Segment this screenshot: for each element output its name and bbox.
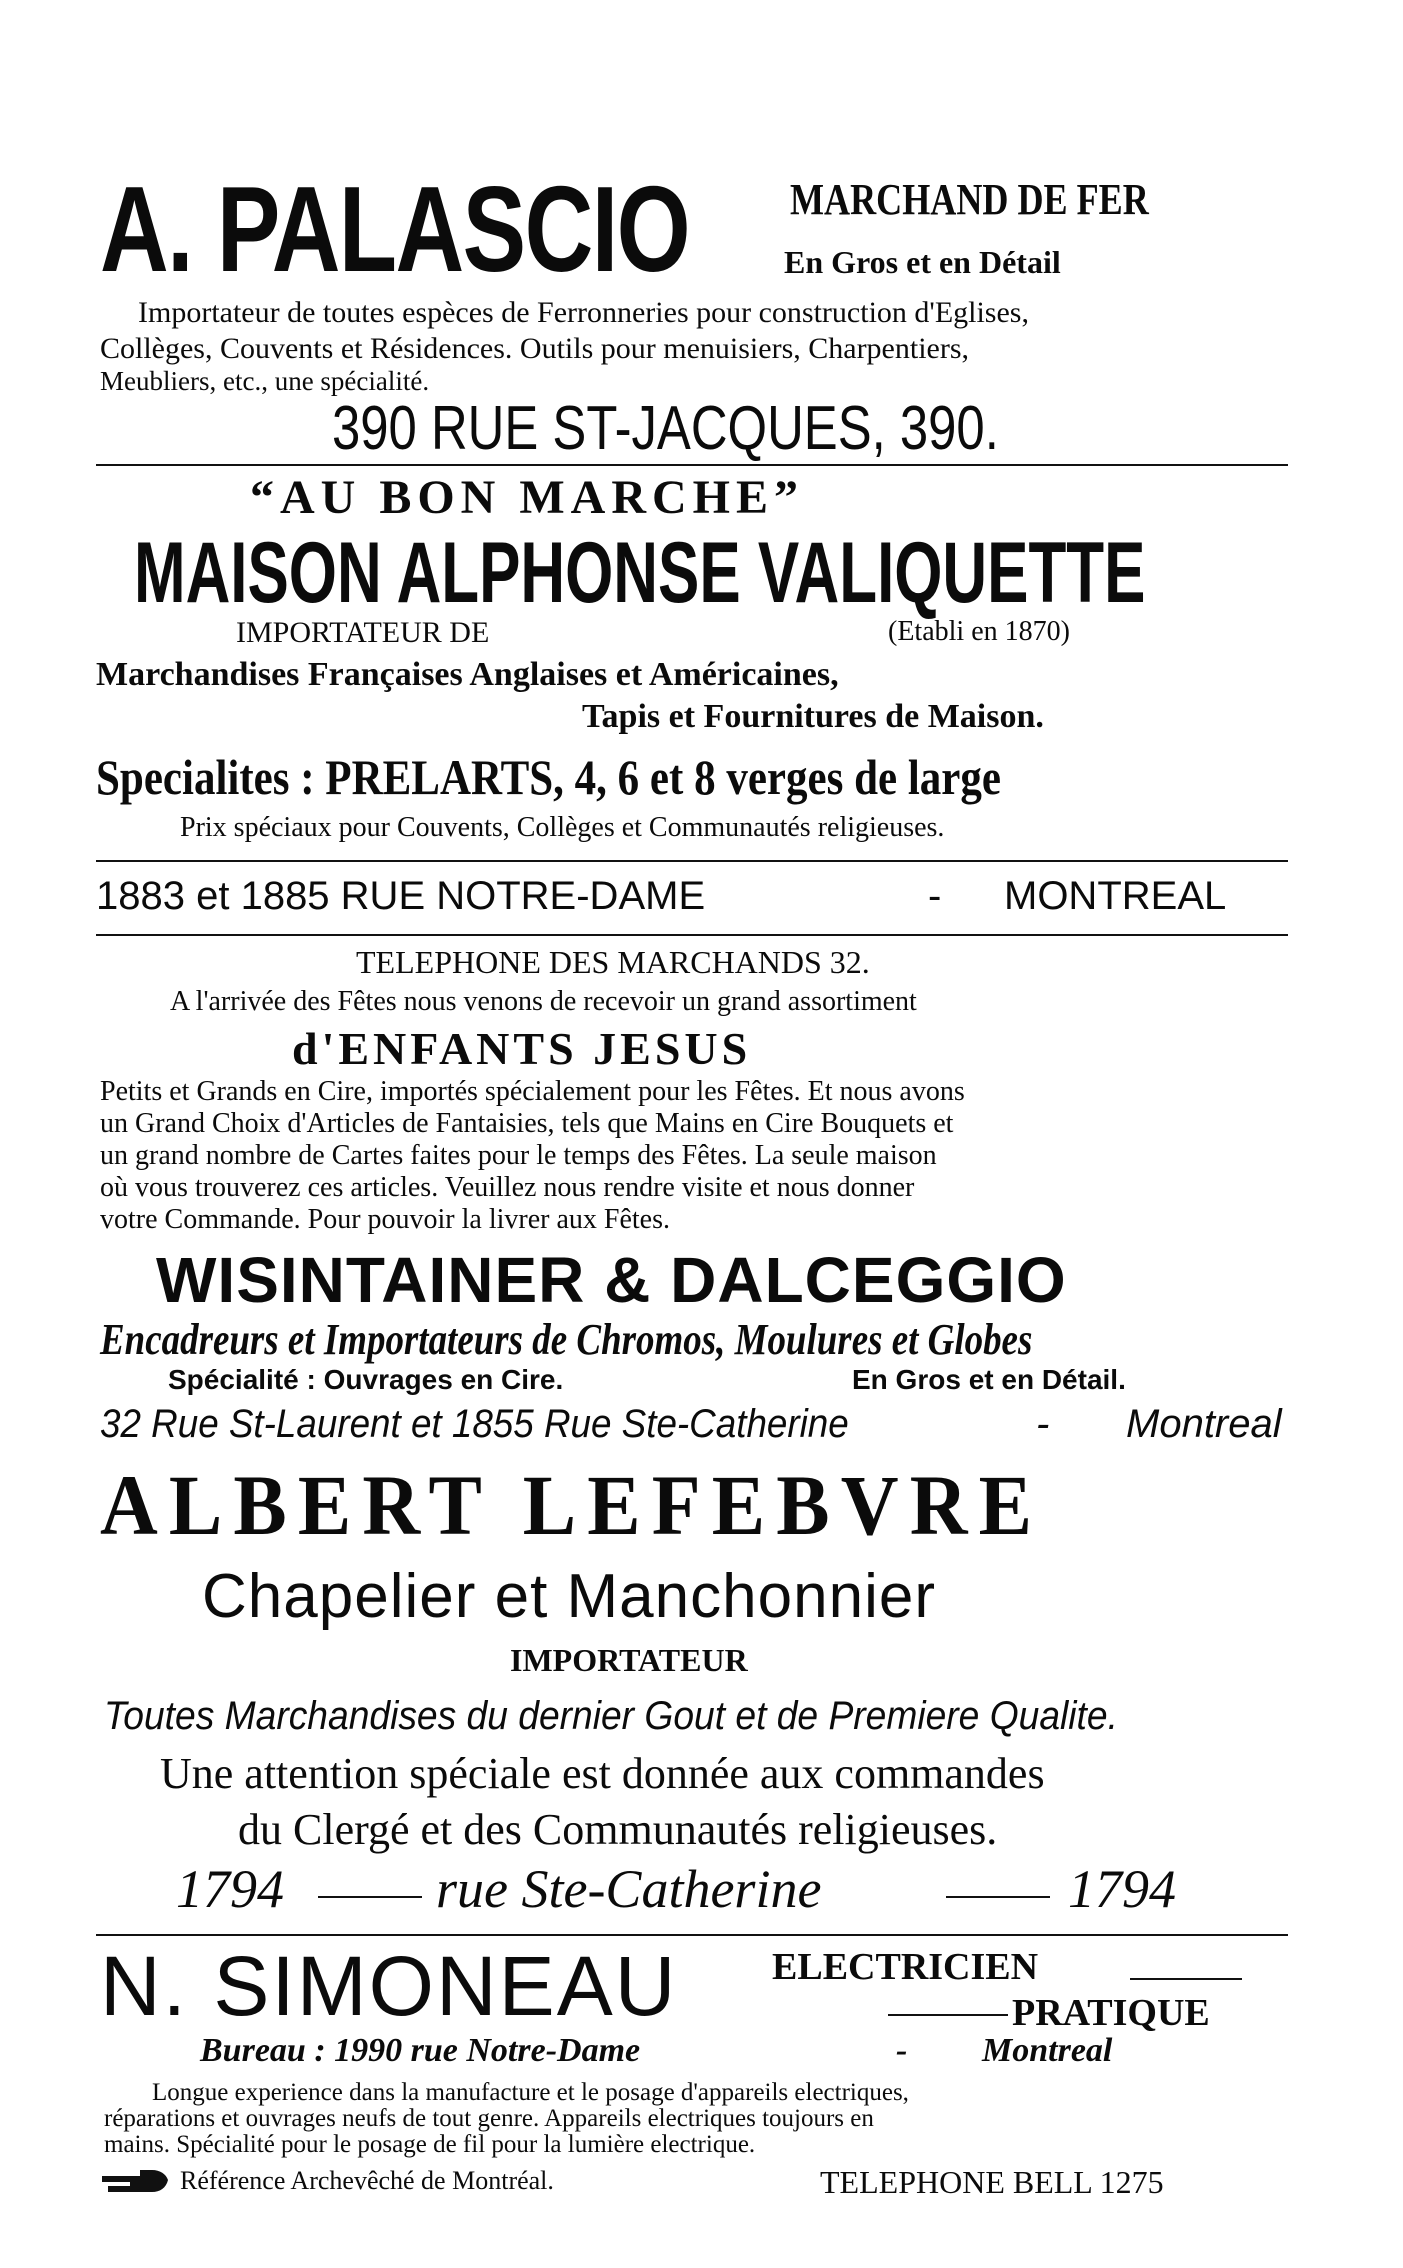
lefebvre-quality: Toutes Marchandises du dernier Gout et de Premiere Qualite.	[104, 1694, 1118, 1738]
simoneau-city: Montreal	[982, 2032, 1113, 2069]
lefebvre-importer: IMPORTATEUR	[510, 1642, 748, 1678]
valiquette-slogan: “AU BON MARCHE”	[250, 471, 804, 524]
simoneau-trade-line-1: ELECTRICIEN	[772, 1946, 1039, 1988]
simoneau-desc-line-1: Longue experience dans la manufacture et le posage d'appareils electriques,	[152, 2079, 909, 2106]
valiquette-dash: -	[928, 874, 942, 918]
lefebvre-number-left: 1794	[176, 1859, 284, 1919]
wisintainer-body-line-3: un grand nombre de Cartes faites pour le temps des Fêtes. La seule maison	[100, 1140, 937, 1171]
palascio-desc-line-3: Meubliers, etc., une spécialité.	[100, 366, 430, 396]
valiquette-address: 1883 et 1885 RUE NOTRE-DAME	[96, 874, 706, 918]
valiquette-specialties: Specialites : PRELARTS, 4, 6 et 8 verges de large	[96, 749, 1001, 805]
wisintainer-name: WISINTAINER & DALCEGGIO	[156, 1244, 1067, 1316]
simoneau-desc-line-2: réparations et ouvrages neufs de tout genre. Appareils electriques toujours en	[104, 2105, 874, 2132]
wisintainer-body-line-2: un Grand Choix d'Articles de Fantaisies, tels que Mains en Cire Bouquets et	[100, 1108, 954, 1139]
palascio-name: A. PALASCIO	[100, 161, 690, 297]
pointing-hand-icon	[100, 2166, 172, 2196]
lefebvre-attention-line-1: Une attention spéciale est donnée aux commandes	[160, 1749, 1045, 1798]
lefebvre-street: rue Ste-Catherine	[436, 1859, 822, 1919]
wisintainer-headline: d'ENFANTS JESUS	[292, 1023, 752, 1074]
palascio-trade: MARCHAND DE FER	[790, 175, 1149, 224]
valiquette-prices: Prix spéciaux pour Couvents, Collèges et Communautés religieuses.	[180, 812, 945, 843]
dash-rule	[1130, 1978, 1242, 1980]
simoneau-dash: -	[896, 2032, 908, 2069]
simoneau-reference: Référence Archevêché de Montréal.	[180, 2166, 554, 2195]
wisintainer-specialty: Spécialité : Ouvrages en Cire.	[168, 1364, 564, 1395]
wisintainer-body-line-5: votre Commande. Pour pouvoir la livrer aux Fêtes.	[100, 1204, 670, 1235]
wisintainer-intro: A l'arrivée des Fêtes nous venons de recevoir un grand assortiment	[170, 986, 917, 1017]
divider	[96, 1934, 1288, 1936]
simoneau-office: Bureau : 1990 rue Notre-Dame	[200, 2032, 641, 2069]
telephone-line: TELEPHONE DES MARCHANDS 32.	[356, 944, 870, 980]
palascio-desc-line-1: Importateur de toutes espèces de Ferronneries pour construction d'Eglises,	[138, 296, 1029, 329]
simoneau-desc-line-3: mains. Spécialité pour le posage de fil pour la lumière electrique.	[104, 2131, 756, 2158]
wisintainer-body-line-4: où vous trouverez ces articles. Veuillez nous rendre visite et nous donner	[100, 1172, 915, 1203]
valiquette-goods-line-1: Marchandises Françaises Anglaises et Américaines,	[96, 656, 839, 693]
simoneau-name: N. SIMONEAU	[100, 1939, 678, 2033]
valiquette-goods-line-2: Tapis et Fournitures de Maison.	[582, 698, 1044, 735]
wisintainer-trade: Encadreurs et Importateurs de Chromos, Moulures et Globes	[100, 1315, 1033, 1364]
dash-rule	[888, 2014, 1008, 2016]
wisintainer-dash: -	[1036, 1402, 1050, 1446]
valiquette-city: MONTREAL	[1004, 874, 1227, 918]
wisintainer-address: 32 Rue St-Laurent et 1855 Rue Ste-Catherine	[100, 1402, 849, 1446]
lefebvre-name: ALBERT LEFEBVRE	[100, 1457, 1044, 1553]
dash-rule	[318, 1896, 422, 1898]
divider	[96, 464, 1288, 466]
valiquette-name: MAISON ALPHONSE VALIQUETTE	[134, 525, 1146, 621]
palascio-trade-sub: En Gros et en Détail	[784, 244, 1061, 280]
palascio-desc-line-2: Collèges, Couvents et Résidences. Outils pour menuisiers, Charpentiers,	[100, 332, 970, 365]
simoneau-telephone: TELEPHONE BELL 1275	[820, 2164, 1164, 2200]
valiquette-importer: IMPORTATEUR DE	[236, 616, 490, 649]
simoneau-trade-line-2: PRATIQUE	[1012, 1992, 1210, 2034]
lefebvre-number-right: 1794	[1068, 1859, 1176, 1919]
divider	[96, 934, 1288, 936]
dash-rule	[946, 1896, 1050, 1898]
palascio-address: 390 RUE ST-JACQUES, 390.	[332, 394, 999, 463]
lefebvre-trade: Chapelier et Manchonnier	[202, 1562, 936, 1631]
wisintainer-city: Montreal	[1126, 1402, 1282, 1446]
lefebvre-attention-line-2: du Clergé et des Communautés religieuses.	[238, 1805, 998, 1854]
wisintainer-body-line-1: Petits et Grands en Cire, importés spécialement pour les Fêtes. Et nous avons	[100, 1076, 965, 1107]
divider	[96, 860, 1288, 862]
wisintainer-wholesale: En Gros et en Détail.	[852, 1364, 1126, 1395]
valiquette-established: (Etabli en 1870)	[888, 616, 1070, 647]
